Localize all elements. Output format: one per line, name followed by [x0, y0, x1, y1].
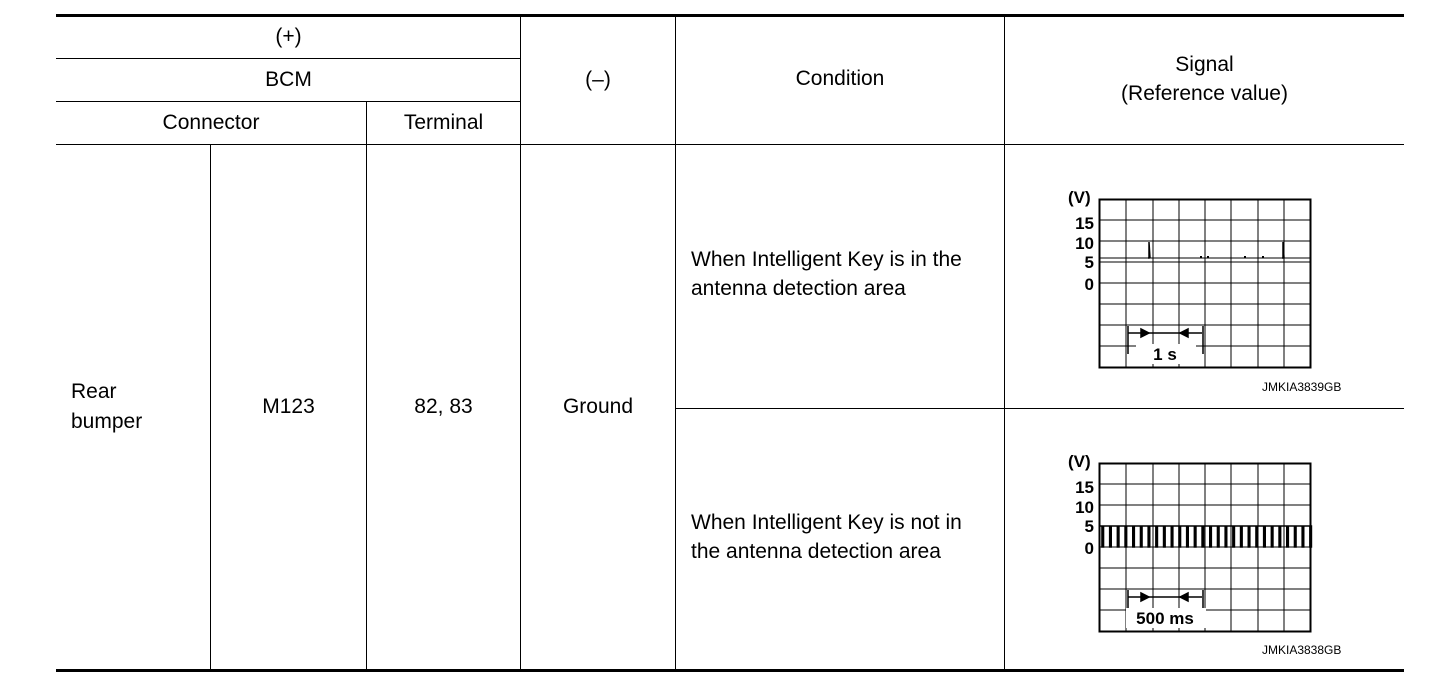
col-divider-terminal — [366, 101, 367, 670]
scope1-figure-code: JMKIA3839GB — [1262, 380, 1342, 394]
row-divider-rule — [676, 408, 1404, 409]
scope1-unit: (V) — [1068, 188, 1091, 207]
header-signal-reference: (Reference value) — [1121, 82, 1288, 105]
scope2-unit: (V) — [1068, 452, 1091, 471]
col-divider-condition — [675, 16, 676, 670]
oscilloscope-waveform-2 — [1062, 450, 1322, 636]
scope1-tick-10: 10 — [1075, 234, 1094, 253]
scope2-tick-10: 10 — [1075, 498, 1094, 517]
scope2-tick-0: 0 — [1084, 539, 1094, 558]
scope1-tick-15: 15 — [1075, 214, 1094, 233]
header-terminal: Terminal — [403, 111, 484, 134]
terminal-value: 82, 83 — [414, 395, 473, 418]
scope2-tick-5: 5 — [1084, 517, 1094, 536]
header-connector: Connector — [162, 111, 260, 134]
scope1-tick-5: 5 — [1084, 253, 1094, 272]
col-divider-signal — [1004, 16, 1005, 670]
rule-under-bcm — [56, 101, 521, 102]
condition-1-line2: antenna detection area — [691, 277, 906, 300]
header-condition: Condition — [795, 67, 885, 90]
header-minus: (–) — [585, 68, 611, 91]
header-plus: (+) — [275, 25, 302, 48]
condition-2-line1: When Intelligent Key is not in — [691, 511, 962, 534]
scope1-timebase: 1 s — [1153, 345, 1177, 364]
scope2-tick-15: 15 — [1075, 478, 1094, 497]
location-line2: bumper — [71, 410, 143, 433]
scope2-figure-code: JMKIA3838GB — [1262, 643, 1342, 657]
condition-2-line2: the antenna detection area — [691, 540, 941, 563]
ground-value: Ground — [562, 395, 634, 418]
table-bottom-rule — [56, 669, 1404, 672]
rule-under-plus — [56, 58, 521, 59]
scope2-timebase: 500 ms — [1136, 609, 1194, 628]
table-top-rule — [56, 14, 1404, 17]
oscilloscope-waveform-1 — [1062, 186, 1322, 372]
col-divider-minus — [520, 16, 521, 670]
connector-value: M123 — [262, 395, 315, 418]
condition-1-line1: When Intelligent Key is in the — [691, 248, 962, 271]
location-line1: Rear — [71, 380, 117, 403]
header-bcm: BCM — [265, 68, 312, 91]
header-bottom-rule — [56, 144, 1404, 145]
scope1-tick-0: 0 — [1084, 275, 1094, 294]
header-signal: Signal — [1175, 53, 1234, 76]
